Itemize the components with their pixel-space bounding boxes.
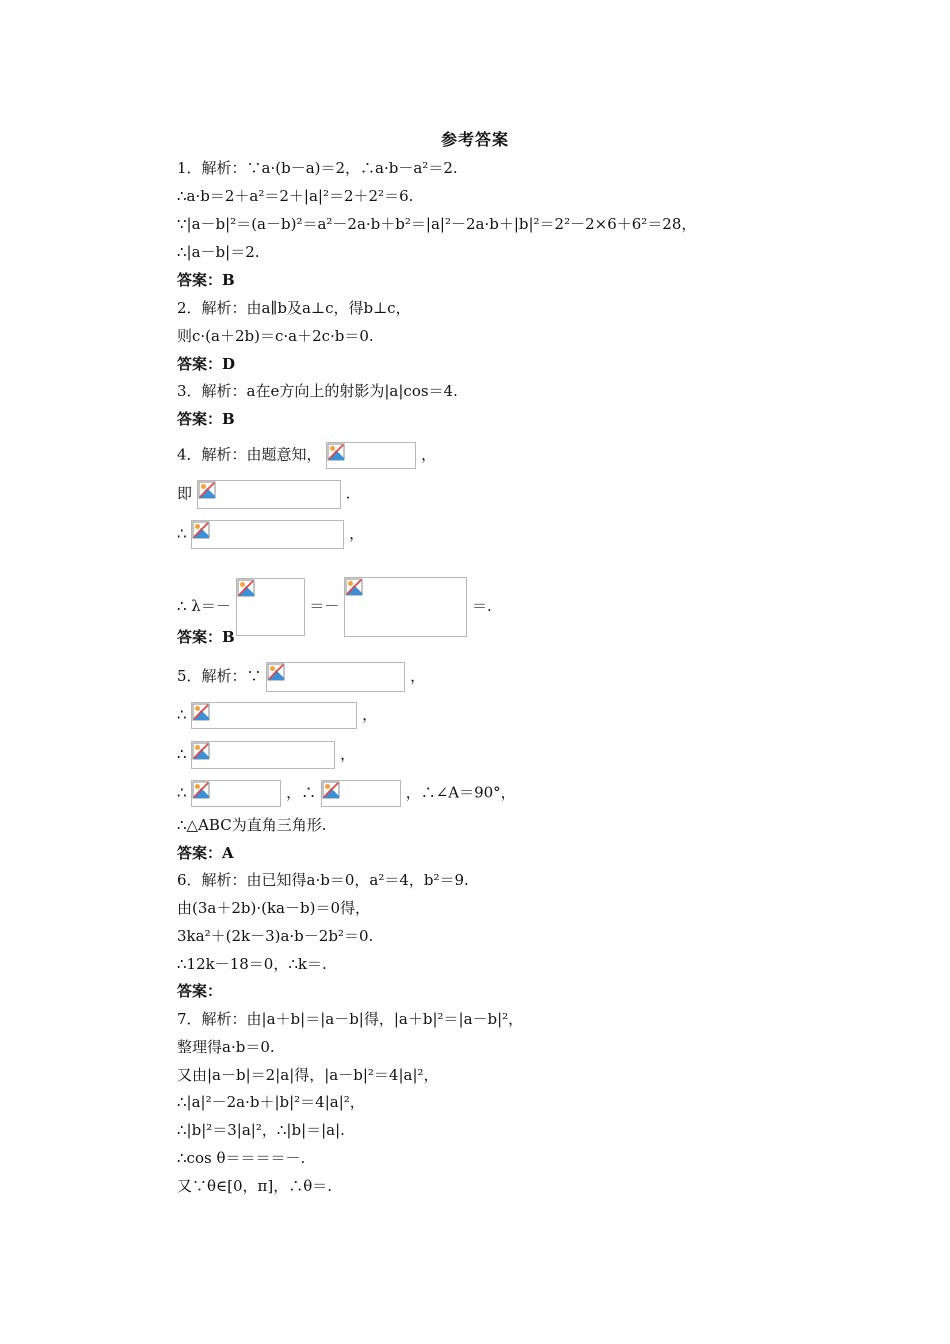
- broken-image-icon: [327, 443, 345, 461]
- answer-label: 答案：A: [177, 844, 234, 862]
- broken-image-icon: [192, 742, 210, 760]
- text-run: ∴: [177, 524, 187, 543]
- text-line: [177, 702, 377, 729]
- text-line: 又∵θ∈[0，π]，∴θ＝.: [177, 1177, 333, 1195]
- text-line: 2．解析：由a∥b及a⊥c，得b⊥c，: [177, 299, 411, 317]
- broken-image-icon: [322, 781, 340, 799]
- text-line: 由(3a＋2b)·(ka－b)＝0得，: [177, 899, 370, 917]
- text-run: ∴ λ＝－: [177, 597, 231, 615]
- formula-image: [191, 780, 281, 807]
- text-line: [177, 662, 425, 692]
- formula-image: [326, 442, 416, 469]
- broken-image-icon: [267, 663, 285, 681]
- answer-label: 答案：B: [177, 271, 235, 289]
- text-line: ∴a·b＝2＋a²＝2＋|a|²＝2＋2²＝6.: [177, 187, 414, 205]
- formula-image: [191, 702, 357, 729]
- broken-image-icon: [192, 703, 210, 721]
- text-run: ，: [421, 445, 437, 464]
- text-run: .: [345, 484, 351, 503]
- answer-label: 答案：B: [177, 628, 235, 646]
- broken-image-icon: [198, 481, 216, 499]
- text-run: 即: [177, 484, 193, 503]
- text-line: 则c·(a＋2b)＝c·a＋2c·b＝0.: [177, 327, 374, 345]
- text-run: ，: [340, 745, 356, 763]
- text-run: ，∴∠A＝90°，: [405, 783, 516, 802]
- text-run: ∴: [177, 745, 187, 763]
- text-run: ，: [349, 524, 365, 543]
- formula-image: [236, 578, 305, 636]
- answer-label: 答案：B: [177, 410, 235, 428]
- formula-image: [321, 780, 401, 807]
- text-line: 3．解析：a在e方向上的射影为|a|cos＝4.: [177, 382, 458, 400]
- text-line: [177, 442, 436, 469]
- text-line: ∴|a－b|＝2.: [177, 243, 260, 261]
- text-line: 3ka²＋(2k－3)a·b－2b²＝0.: [177, 927, 374, 945]
- text-line: 又由|a－b|＝2|a|得，|a－b|²＝4|a|²，: [177, 1066, 439, 1084]
- formula-image: [191, 741, 335, 769]
- text-line: [177, 741, 355, 769]
- text-line: 整理得a·b＝0.: [177, 1038, 275, 1056]
- text-line: ∵|a－b|²＝(a－b)²＝a²－2a·b＋b²＝|a|²－2a·b＋|b|²＝2²－2×6＋6²＝28，: [177, 215, 697, 233]
- broken-image-icon: [345, 578, 363, 596]
- text-run: ，∴: [286, 783, 317, 802]
- answer-label: 答案：: [177, 982, 223, 1000]
- text-line: [177, 480, 350, 509]
- text-line: 1．解析：∵a·(b－a)＝2，∴a·b－a²＝2.: [177, 159, 458, 177]
- text-line: 6．解析：由已知得a·b＝0，a²＝4，b²＝9.: [177, 871, 469, 889]
- text-run: ∴: [177, 783, 187, 802]
- text-line: 7．解析：由|a＋b|＝|a－b|得，|a＋b|²＝|a－b|²，: [177, 1010, 524, 1028]
- page-title: 参考答案: [440, 130, 509, 149]
- text-line: ∴|b|²＝3|a|²，∴|b|＝|a|.: [177, 1121, 345, 1139]
- text-line: ∴cos θ＝＝＝＝－.: [177, 1149, 306, 1167]
- text-run: ＝.: [471, 597, 492, 615]
- text-line: [177, 780, 516, 807]
- text-line: [177, 520, 364, 549]
- broken-image-icon: [237, 579, 255, 597]
- formula-image: [197, 480, 341, 509]
- formula-image: [191, 520, 344, 549]
- text-run: 4．解析：由题意知，: [177, 445, 322, 464]
- text-line: ∴△ABC为直角三角形.: [177, 816, 327, 834]
- text-run: ，: [410, 667, 426, 685]
- broken-image-icon: [192, 521, 210, 539]
- answer-label: 答案：D: [177, 355, 236, 373]
- text-run: ＝－: [309, 597, 340, 615]
- broken-image-icon: [192, 781, 210, 799]
- text-run: ∴: [177, 705, 187, 724]
- text-run: 5．解析：∵: [177, 667, 262, 685]
- text-line: ∴|a|²－2a·b＋|b|²＝4|a|²，: [177, 1093, 365, 1111]
- formula-image: [266, 662, 405, 692]
- text-line: ∴12k－18＝0，∴k＝.: [177, 955, 327, 973]
- text-run: ，: [362, 705, 378, 724]
- formula-image: [344, 577, 467, 637]
